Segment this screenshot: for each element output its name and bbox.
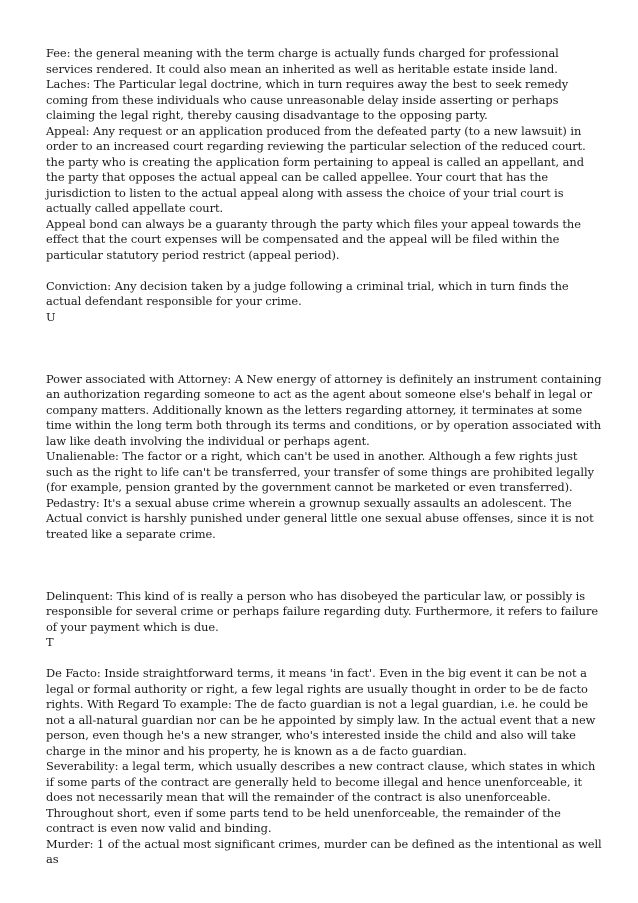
spacer: [46, 542, 602, 589]
paragraph-severability: Severability: a legal term, which usually describes a new contract clause, which states in which if some parts of the contract are generally held to become illegal and hence unenforceable, it does not necessarily mean that will the remainder of the contract is also unenforceable. Throughout short, even if some parts tend to be held unenforceable, the remainder of the contract is even now valid and binding.: [46, 759, 596, 835]
paragraph-conviction: Conviction: Any decision taken by a judge following a criminal trial, which in turn finds the actual defendant responsible for your crime.: [46, 278, 569, 308]
paragraph-appeal-bond: Appeal bond can always be a guaranty through the party which files your appeal towards the effect that the court expenses will be compensated and the appeal will be filed within the particular statutory period restrict (appeal period).: [46, 216, 581, 262]
paragraph-appeal: Appeal: Any request or an application produced from the defeated party (to a new lawsuit) in order to an increased court regarding reviewing the particular selection of the reduced court. the party who is creating the application form pertaining to appeal is called an appellant, and the party that opposes the actual appeal can be called appellee. Your court that has the jurisdiction to listen to the actual appeal along with assess the choice of your trial court is actually called appellate court.: [46, 123, 586, 215]
paragraph-pedastry: Pedastry: It's a sexual abuse crime wherein a grownup sexually assaults an adolescent. The Actual convict is harshly punished under general little one sexual abuse offenses, since it is not treated like a separate crime.: [46, 495, 594, 541]
spacer: [46, 263, 602, 279]
document-page: [46, 46, 602, 868]
paragraph-fee: Fee: the general meaning with the term charge is actually funds charged for professional services rendered. It could also mean an inherited as well as heritable estate inside land.: [46, 46, 559, 76]
section-letter-u: U: [46, 309, 56, 324]
paragraph-murder: Murder: 1 of the actual most significant crimes, murder can be defined as the intentional as well as: [46, 836, 602, 866]
spacer: [46, 651, 602, 667]
spacer: [46, 325, 602, 372]
section-letter-t: T: [46, 635, 54, 649]
paragraph-de-facto: De Facto: Inside straightforward terms, it means 'in fact'. Even in the big event it can be not a legal or formal authority or right, a few legal rights are usually thought in order to be de facto rights. With Regard To example: The de facto guardian is not a legal guardian, i.e. he could be not a all-natural guardian nor can be he appointed by simply law. In the actual event that a new person, even though he's a new stranger, who's interested inside the child and also will take charge in the minor and his property, he is known as a de facto guardian.: [46, 666, 596, 758]
paragraph-power-of-attorney: Power associated with Attorney: A New energy of attorney is definitely an instrument containing an authorization regarding someone to act as the agent about someone else's behalf in legal or company matters. Additionally known as the letters regarding attorney, it terminates at some time within the long term both through its terms and conditions, or by operation associated with law like death involving the individual or perhaps agent.: [46, 371, 602, 448]
paragraph-delinquent: Delinquent: This kind of is really a person who has disobeyed the particular law, or possibly is responsible for several crime or perhaps failure regarding duty. Furthermore, it refers to failure of your payment which is due.: [46, 588, 599, 634]
paragraph-laches: Laches: The Particular legal doctrine, which in turn requires away the best to seek remedy coming from these individuals who cause unreasonable delay inside asserting or perhaps claiming the legal right, thereby causing disadvantage to the opposing party.: [46, 77, 569, 122]
paragraph-unalienable: Unalienable: The factor or a right, which can't be used in another. Although a few rights just such as the right to life can't be transferred, your transfer of some things are prohibited legally (for example, pension granted by the government cannot be marketed or even transferred).: [46, 449, 594, 494]
